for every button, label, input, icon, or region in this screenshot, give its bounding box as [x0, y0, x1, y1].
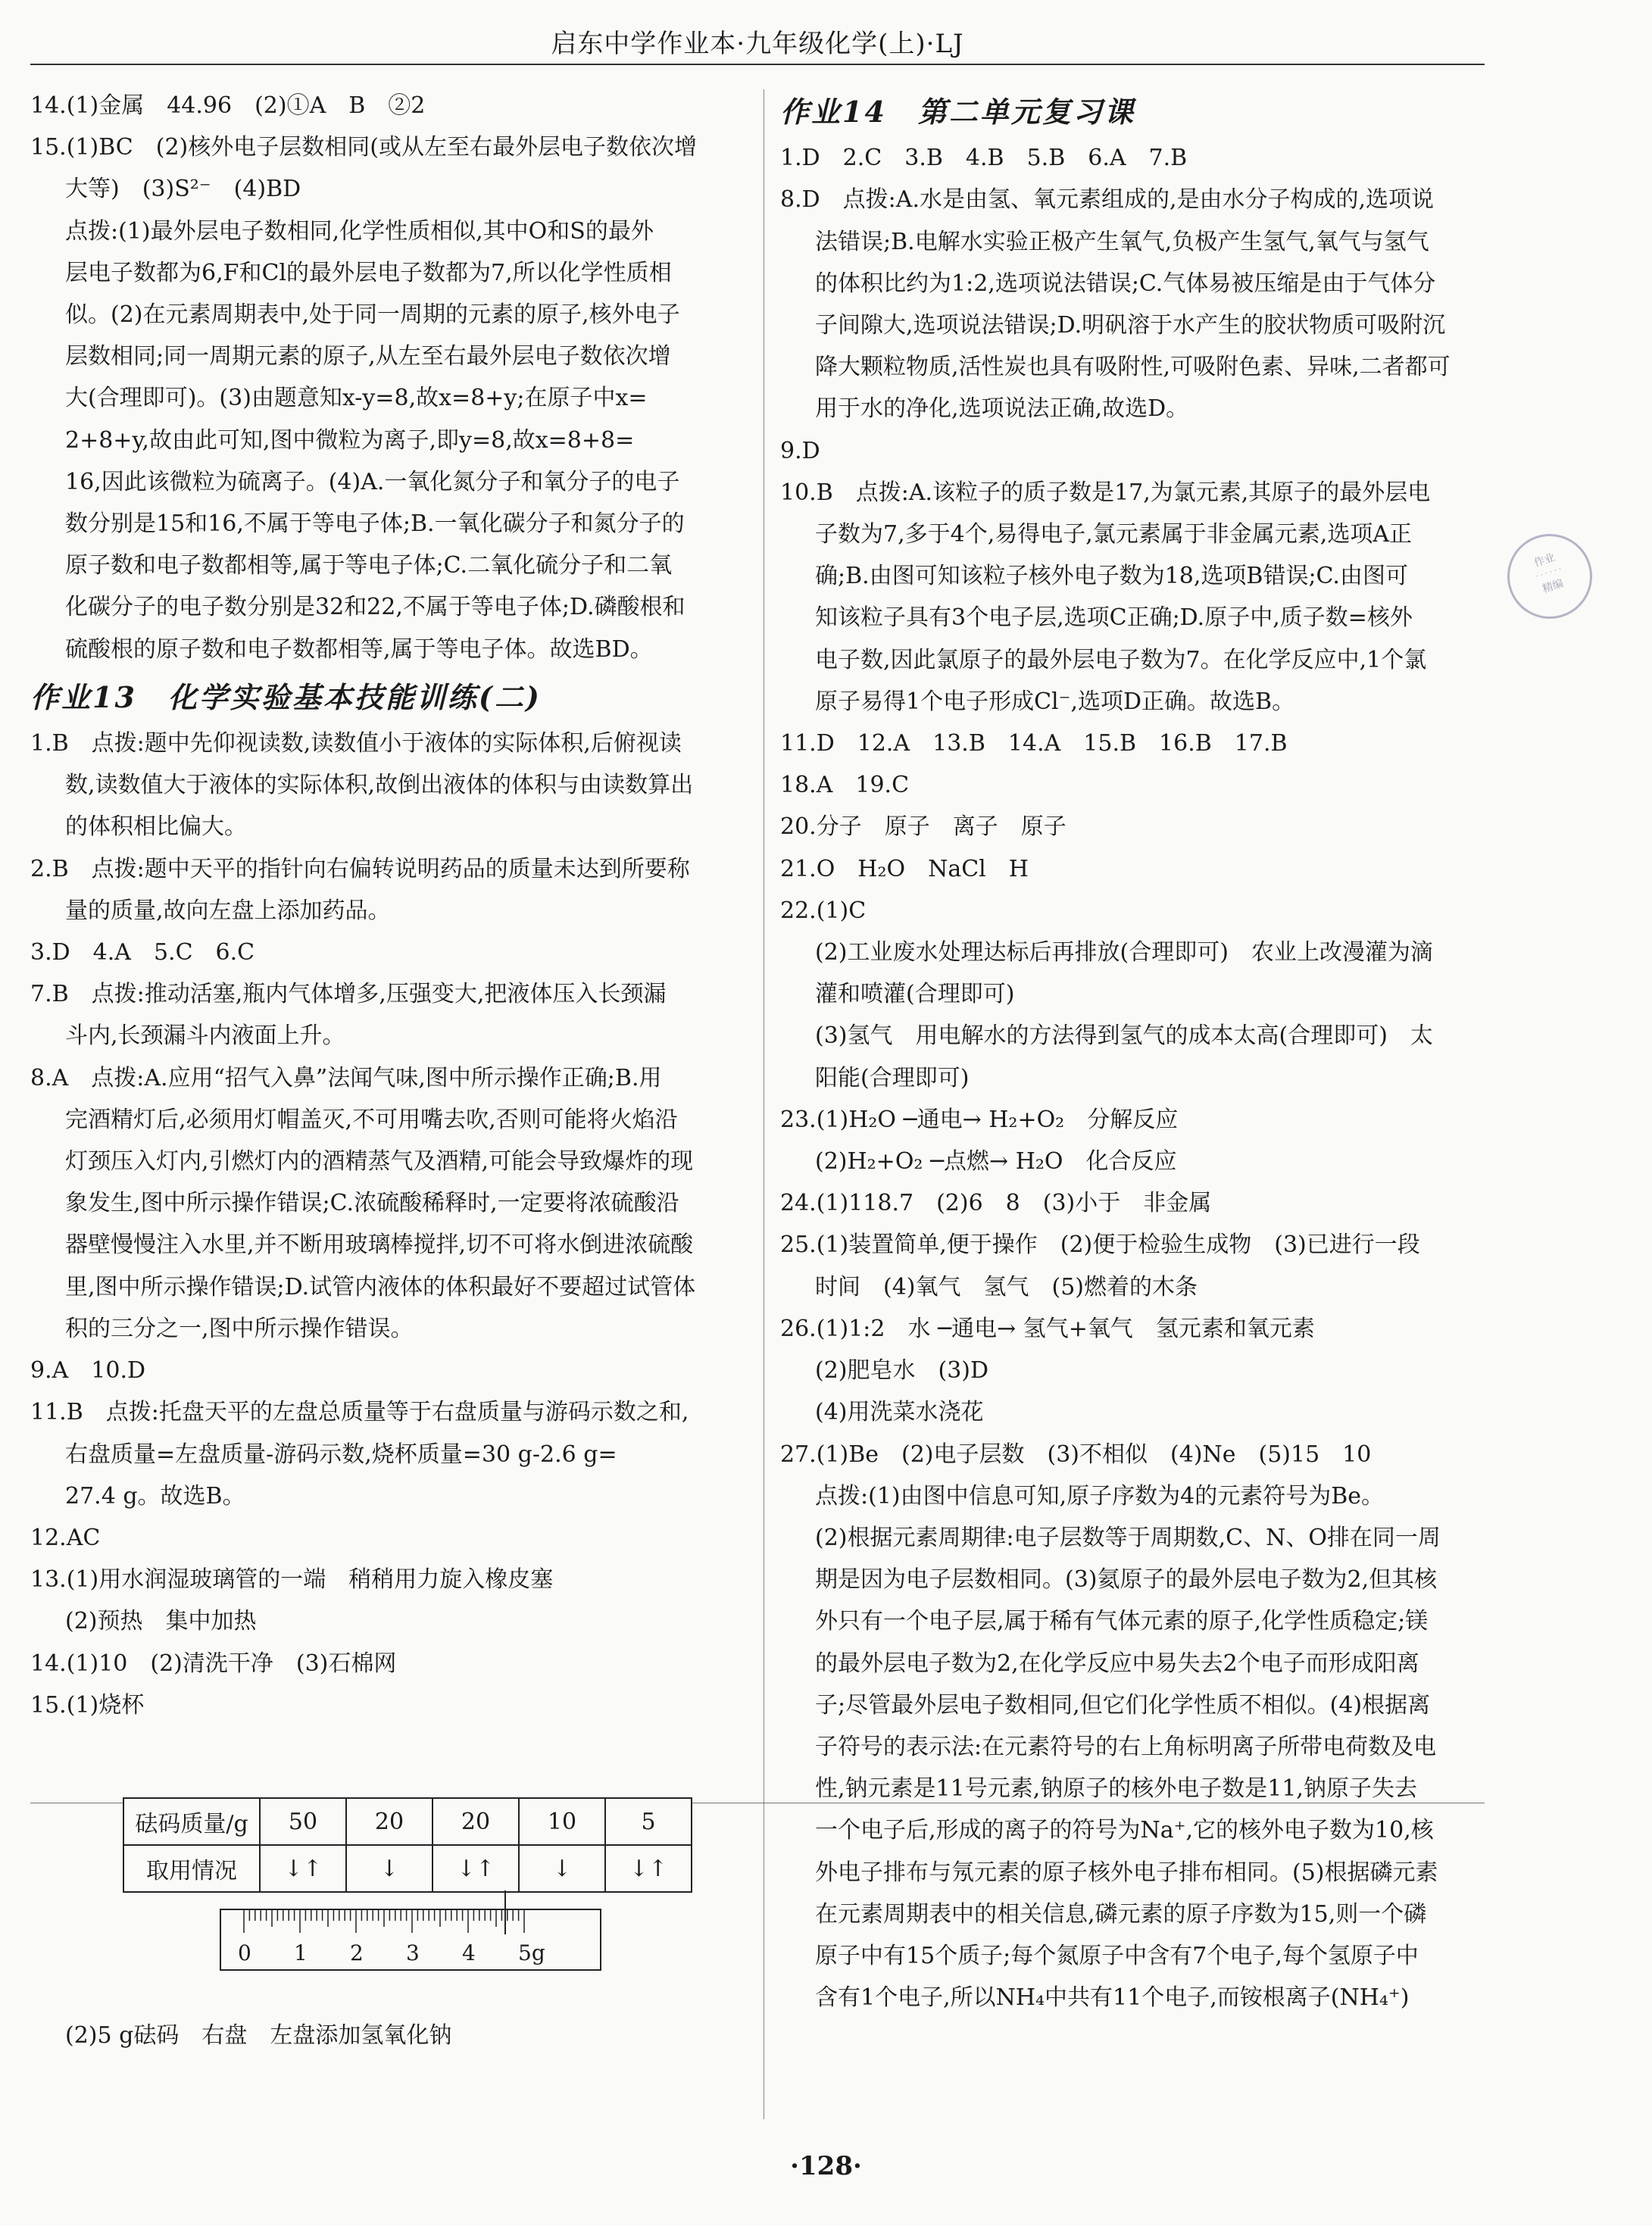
table-cell: ↓↑: [605, 1845, 692, 1892]
answer-line: 14.(1)金属 44.96 (2)①A B ②2: [30, 92, 426, 119]
answer-line: 24.(1)118.7 (2)6 8 (3)小于 非金属: [780, 1190, 1212, 1217]
answer-line: (4)用洗菜水浇花: [815, 1399, 984, 1426]
answer-line: 降大颗粒物质,活性炭也具有吸附性,可吸附色素、异味,二者都可: [815, 354, 1451, 381]
answer-line: 27.(1)Be (2)电子层数 (3)不相似 (4)Ne (5)15 10: [780, 1441, 1372, 1468]
answer-line: 数分别是15和16,不属于等电子体;B.一氧化碳分子和氮分子的: [65, 510, 685, 538]
answer-line: 外只有一个电子层,属于稀有气体元素的原子,化学性质稳定;镁: [815, 1608, 1429, 1635]
table-cell: 取用情况: [123, 1845, 260, 1892]
answer-line: 层电子数都为6,F和Cl的最外层电子数都为7,所以化学性质相: [65, 259, 672, 286]
answer-line: 期是因为电子层数相同。(3)氦原子的最外层电子数为2,但其核: [815, 1566, 1438, 1594]
answer-line: 23.(1)H₂O ─通电→ H₂+O₂ 分解反应: [780, 1106, 1179, 1133]
answer-line: 9.A 10.D: [30, 1357, 146, 1385]
answer-line: 18.A 19.C: [780, 772, 910, 799]
answer-line: 灯颈压入灯内,引燃灯内的酒精蒸气及酒精,可能会导致爆炸的现: [65, 1148, 694, 1175]
answer-line: 20.分子 原子 离子 原子: [780, 813, 1066, 841]
answer-line: 3.D 4.A 5.C 6.C: [30, 939, 255, 966]
stamp-text: 作业: [1532, 551, 1557, 570]
answer-line: 9.D: [780, 437, 820, 464]
answer-line: 的体积相比偏大。: [65, 813, 247, 841]
answer-line: 26.(1)1:2 水 ─通电→ 氢气+氧气 氢元素和氧元素: [780, 1315, 1315, 1342]
stamp-dots: · · · · · ·: [1535, 565, 1563, 582]
stamp-text: 精编: [1541, 577, 1566, 596]
answer-line: 法错误;B.电解水实验正极产生氧气,负极产生氢气,氧气与氢气: [815, 228, 1429, 255]
ruler-label: 3: [406, 1940, 420, 1965]
answer-line: 原子中有15个质子;每个氮原子中含有7个电子,每个氢原子中: [815, 1942, 1419, 1969]
answer-line: 点拨:(1)最外层电子数相同,化学性质相似,其中O和S的最外: [65, 217, 654, 245]
ruler-label: 5g: [518, 1940, 545, 1965]
answer-line: 完酒精灯后,必须用灯帽盖灭,不可用嘴去吹,否则可能将火焰沿: [65, 1106, 678, 1133]
answer-line: 1.B 点拨:题中先仰视读数,读数值小于液体的实际体积,后俯视读: [30, 730, 682, 757]
book-title: 启东中学作业本·九年级化学(上)·LJ: [551, 29, 964, 59]
answer-line: 的最外层电子数为2,在化学反应中易失去2个电子而形成阳离: [815, 1650, 1419, 1677]
answer-line: 在元素周期表中的相关信息,磷元素的原子序数为15,则一个磷: [815, 1900, 1427, 1928]
answer-line: 15.(1)BC (2)核外电子层数相同(或从左至右最外层电子数依次增: [30, 134, 697, 161]
answer-line: (2)肥皂水 (3)D: [815, 1357, 989, 1385]
table-row: [123, 1845, 692, 1892]
table-cell: 20: [433, 1798, 519, 1845]
table-cell: ↓: [519, 1845, 605, 1892]
ruler-ticks: [221, 1910, 600, 1940]
answer-line: 大等) (3)S²⁻ (4)BD: [65, 176, 301, 203]
answer-line: (2)根据元素周期律:电子层数等于周期数,C、N、O排在同一周: [815, 1524, 1441, 1551]
answer-line: 8.A 点拨:A.应用“招气入鼻”法闻气味,图中所示操作正确;B.用: [30, 1064, 662, 1091]
answer-line: 8.D 点拨:A.水是由氢、氧元素组成的,是由水分子构成的,选项说: [780, 186, 1435, 214]
answer-line: 25.(1)装置简单,便于操作 (2)便于检验生成物 (3)已进行一段: [780, 1232, 1420, 1259]
answer-line: 子;尽管最外层电子数相同,但它们化学性质不相似。(4)根据离: [815, 1691, 1431, 1719]
answer-line: 层数相同;同一周期元素的原子,从左至右最外层电子数依次增: [65, 343, 671, 370]
answer-line: 1.D 2.C 3.B 4.B 5.B 6.A 7.B: [780, 145, 1188, 172]
table-cell: 砝码质量/g: [123, 1798, 260, 1845]
answer-line: 斗内,长颈漏斗内液面上升。: [65, 1022, 345, 1050]
table-cell: ↓: [346, 1845, 433, 1892]
ruler-label: 2: [350, 1940, 364, 1965]
answer-line: 2.B 点拨:题中天平的指针向右偏转说明药品的质量未达到所要称: [30, 855, 690, 882]
answer-line: 的体积比约为1:2,选项说法错误;C.气体易被压缩是由于气体分: [815, 270, 1436, 297]
table-row: [123, 1798, 692, 1845]
answer-line: 象发生,图中所示操作错误;C.浓硫酸稀释时,一定要将浓硫酸沿: [65, 1190, 679, 1217]
left-column: [30, 85, 739, 1726]
stamp: [1496, 523, 1603, 629]
balance-ruler: [220, 1909, 601, 1971]
page-header: [30, 0, 1485, 65]
answer-line: 一个电子后,形成的离子的符号为Na⁺,它的核外电子数为10,核: [815, 1817, 1434, 1844]
answer-line: (2)H₂+O₂ ─点燃→ H₂O 化合反应: [815, 1148, 1177, 1175]
answer-line: 10.B 点拨:A.该粒子的质子数是17,为氯元素,其原子的最外层电: [780, 479, 1431, 506]
answer-line: 27.4 g。故选B。: [65, 1482, 245, 1509]
answer-line: 大(合理即可)。(3)由题意知x-y=8,故x=8+y;在原子中x=: [65, 385, 648, 412]
answer-line: 化碳分子的电子数分别是32和22,不属于等电子体;D.磷酸根和: [65, 594, 685, 621]
answer-line: 子数为7,多于4个,易得电子,氯元素属于非金属元素,选项A正: [815, 521, 1412, 548]
table-cell: 20: [346, 1798, 433, 1845]
answer-line: 子间隙大,选项说法错误;D.明矾溶于水产生的胶状物质可吸附沉: [815, 312, 1446, 339]
answer-line: 15.(1)烧杯: [30, 1691, 145, 1719]
answer-line: 子符号的表示法:在元素符号的右上角标明离子所带电荷数及电: [815, 1733, 1437, 1760]
answer-line: 16,因此该微粒为硫离子。(4)A.一氧化氮分子和氧分子的电子: [65, 468, 680, 495]
page-number: ·128·: [790, 2151, 862, 2181]
answer-line: 22.(1)C: [780, 897, 867, 924]
answer-line: 用于水的净化,选项说法正确,故选D。: [815, 395, 1189, 423]
answer-line: 电子数,因此氯原子的最外层电子数为7。在化学反应中,1个氯: [815, 646, 1427, 673]
answer-line: (2)预热 集中加热: [65, 1608, 257, 1635]
answer-line: 点拨:(1)由图中信息可知,原子序数为4的元素符号为Be。: [815, 1482, 1385, 1509]
table-cell: 50: [260, 1798, 346, 1845]
ruler-label: 0: [238, 1940, 251, 1965]
section-heading: 作业14 第二单元复习课: [780, 95, 1135, 129]
answer-line: 里,图中所示操作错误;D.试管内液体的体积最好不要超过试管体: [65, 1273, 696, 1300]
answer-line: 性,钠元素是11号元素,钠原子的核外电子数是11,钠原子失去: [815, 1775, 1417, 1803]
answer-line: 灌和喷灌(合理即可): [815, 981, 1015, 1008]
answer-line: 含有1个电子,所以NH₄中共有11个电子,而铵根离子(NH₄⁺): [815, 1984, 1410, 2012]
table-cell: ↓↑: [433, 1845, 519, 1892]
ruler-pointer: [504, 1890, 506, 1934]
answer-line: (3)氢气 用电解水的方法得到氢气的成本太高(合理即可) 太: [815, 1022, 1433, 1050]
answer-line: 似。(2)在元素周期表中,处于同一周期的元素的原子,核外电子: [65, 301, 680, 329]
answer-line: 12.AC: [30, 1524, 101, 1551]
answer-line: 知该粒子具有3个电子层,选项C正确;D.原子中,质子数=核外: [815, 604, 1413, 632]
answer-line: 时间 (4)氧气 氢气 (5)燃着的木条: [815, 1273, 1198, 1300]
answer-line: 2+8+y,故由此可知,图中微粒为离子,即y=8,故x=8+8=: [65, 426, 635, 454]
answer-line: 原子数和电子数都相等,属于等电子体;C.二氧化硫分子和二氧: [65, 552, 673, 579]
answer-line: 14.(1)10 (2)清洗干净 (3)石棉网: [30, 1650, 397, 1677]
answer-line: 器壁慢慢注入水里,并不断用玻璃棒搅拌,切不可将水倒进浓硫酸: [65, 1232, 694, 1259]
answer-line: 数,读数值大于液体的实际体积,故倒出液体的体积与由读数算出: [65, 772, 694, 799]
answer-line: 确;B.由图可知该粒子核外电子数为18,选项B错误;C.由图可: [815, 563, 1408, 590]
answer-line: 量的质量,故向左盘上添加药品。: [65, 897, 391, 924]
answer-line: 原子易得1个电子形成Cl⁻,选项D正确。故选B。: [815, 688, 1295, 715]
answer-line: (2)5 g砝码 右盘 左盘添加氢氧化钠: [65, 2022, 452, 2049]
answer-line: 硫酸根的原子数和电子数都相等,属于等电子体。故选BD。: [65, 635, 653, 663]
answer-line: 外电子排布与氖元素的原子核外电子排布相同。(5)根据磷元素: [815, 1859, 1438, 1886]
table-cell: ↓↑: [260, 1845, 346, 1892]
answer-line: 21.O H₂O NaCl H: [780, 855, 1029, 882]
answer-line: 阳能(合理即可): [815, 1064, 970, 1091]
answer-line: 13.(1)用水润湿玻璃管的一端 稍稍用力旋入橡皮塞: [30, 1566, 554, 1594]
table-cell: 10: [519, 1798, 605, 1845]
right-column: [780, 85, 1488, 2018]
answer-line: 11.D 12.A 13.B 14.A 15.B 16.B 17.B: [780, 730, 1288, 757]
ruler-label: 1: [294, 1940, 308, 1965]
answer-line: 积的三分之一,图中所示操作错误。: [65, 1315, 414, 1342]
answer-line: (2)工业废水处理达标后再排放(合理即可) 农业上改漫灌为滴: [815, 939, 1433, 966]
answer-line: 右盘质量=左盘质量-游码示数,烧杯质量=30 g-2.6 g=: [65, 1441, 617, 1468]
ruler-label: 4: [462, 1940, 476, 1965]
table-cell: 5: [605, 1798, 692, 1845]
weights-table: [123, 1797, 692, 1893]
section-heading: 作业13 化学实验基本技能训练(二): [30, 679, 542, 714]
answer-line: 7.B 点拨:推动活塞,瓶内气体增多,压强变大,把液体压入长颈漏: [30, 981, 667, 1008]
answer-line: 11.B 点拨:托盘天平的左盘总质量等于右盘质量与游码示数之和,: [30, 1399, 689, 1426]
